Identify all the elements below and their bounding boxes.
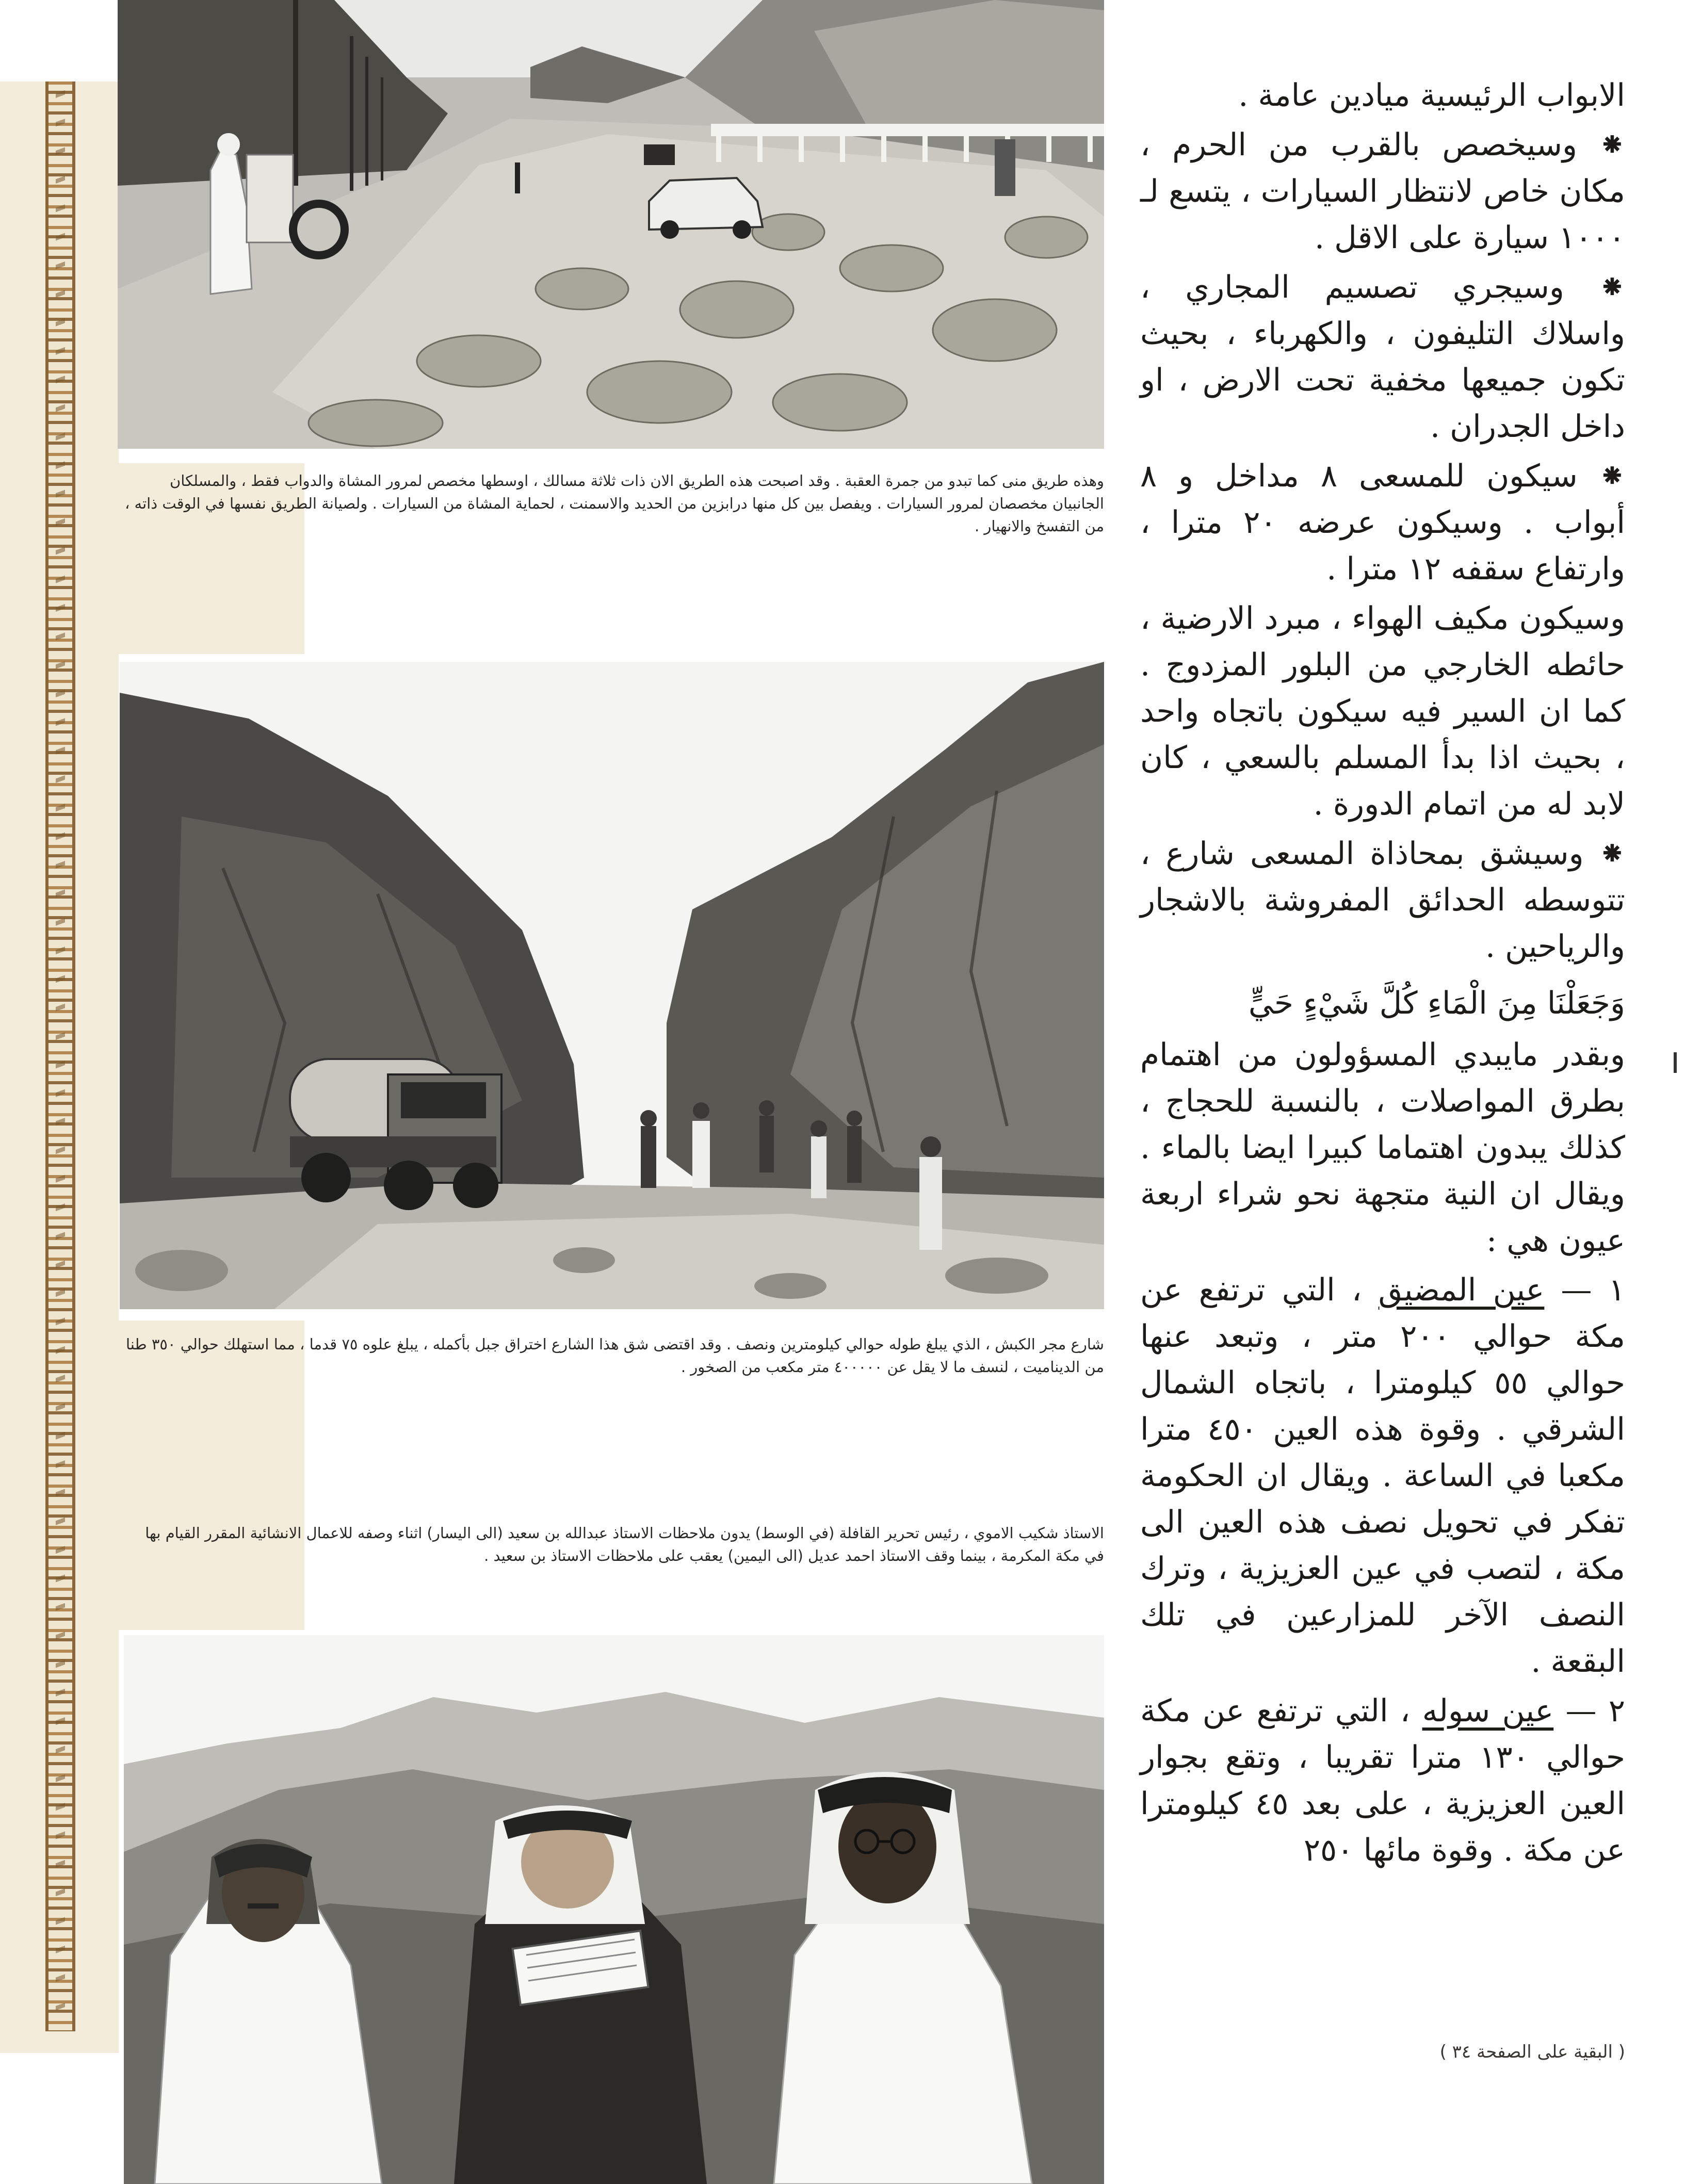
continued-note: ( البقية على الصفحة ٣٤ ): [1439, 2042, 1625, 2062]
paragraph-masaa-air: وسيكون مكيف الهواء ، مبرد الارضية ، حائطه الخارجي من البلور المزدوج . كما ان السير فيه سيكون باتجاه واحد ، بحيث اذا بدأ المسلم بالسعي ، كان لابد له من اتمام الدورة .: [1140, 600, 1625, 822]
photo-road-cut: [120, 662, 1104, 1309]
paragraph-masaa-entrances: ⁕ سيكون للمسعى ٨ مداخل و ٨ أبواب . وسيكون عرضه ٢٠ مترا ، وارتفاع سقفه ١٢ مترا .: [1140, 458, 1626, 587]
paragraph-spring-2: ٢ — عين سوله ، التي ترتفع عن مكة حوالي ١٣٠ مترا تقريبا ، وتقع بجوار العين العزيزية ، على بعد ٤٥ كيلومترا عن مكة . وقوة مائها ٢٥٠: [1140, 1693, 1626, 1868]
edge-mark: [1674, 1052, 1677, 1073]
caption-road-cut: شارع مجر الكبش ، الذي يبلغ طوله حوالي كيلومترين ونصف . وقد اقتضى شق هذا الشارع اختراق جبل بأكمله ، يبلغ علوه ٧٥ قدما ، مما استهلك حوالي ٣٥٠ طنا من الديناميت ، لنسف ما لا يقل عن ٤٠٠٠٠٠ متر مكعب من الصخور .: [125, 1335, 1104, 1376]
decorative-border: [45, 82, 75, 2031]
paragraph-spring-1: ١ — عين المضيق ، التي ترتفع عن مكة حوالي ٢٠٠ متر ، وتبعد عنها حوالي ٥٥ كيلومترا ، باتجاه الشمال الشرقي . وقوة هذه العين ٤٥٠ مترا مكعبا في الساعة . ويقال ان الحكومة تفكر في تحويل نصف هذه العين الى مكة ، لتصب في عين العزيزية ، وترك النصف الآخر للمزارعين في تلك البقعة .: [1140, 1272, 1626, 1680]
paragraph-street: ⁕ وسيشق بمحاذاة المسعى شارع ، تتوسطه الحدائق المفروشة بالاشجار والرياحين .: [1140, 836, 1625, 965]
photo-mountain-road: [118, 0, 1104, 449]
paragraph-utilities: ⁕ وسيجري تصسيم المجاري ، واسلاك التليفون ، والكهرباء ، بحيث تكون جميعها مخفية تحت الارض ، او داخل الجدران .: [1140, 269, 1625, 445]
asterism-icon: ⁕: [1599, 836, 1625, 872]
photo-three-men: [124, 1635, 1104, 2184]
asterism-icon: ⁕: [1599, 458, 1625, 494]
article-column: [1140, 72, 1625, 1877]
asterism-icon: ⁕: [1599, 269, 1625, 305]
paragraph-parking: ⁕ وسيخصص بالقرب من الحرم ، مكان خاص لانتظار السيارات ، يتسع لـ ١٠٠٠ سيارة على الاقل .: [1140, 127, 1625, 256]
section-heading-water: وَجَعَلْنَا مِنَ الْمَاءِ كُلَّ شَيْءٍ حَيٍّ: [1248, 985, 1625, 1021]
paragraph-main-gates: الابواب الرئيسية ميادين عامة .: [1238, 77, 1625, 113]
asterism-icon: ⁕: [1599, 127, 1625, 163]
caption-mountain-road: وهذه طريق منى كما تبدو من جمرة العقبة . وقد اصبحت هذه الطريق الان ذات ثلاثة مسالك ، اوسطها مخصص لمرور المشاة والدواب فقط ، والمسلكان الجانبيان مخصصان لمرور السيارات . ويفصل بين كل منها درابزين من الحديد والاسمنت ، لحماية المشاة من السيارات . ولصيانة الطريق نفسها في الوقت ذاته ، من التفسخ والانهيار .: [124, 472, 1104, 535]
paragraph-water-intro: وبقدر مايبدي المسؤولون من اهتمام بطرق المواصلات ، بالنسبة للحجاج ، كذلك يبدون اهتماما كبيرا ايضا بالماء . ويقال ان النية متجهة نحو شراء اربعة عيون هي :: [1140, 1037, 1625, 1259]
caption-men: الاستاذ شكيب الاموي ، رئيس تحرير القافلة (في الوسط) يدون ملاحظات الاستاذ عبدالله بن سعيد (الى اليسار) اثناء وصفه للاعمال الانشائية المقرر القيام بها في مكة المكرمة ، بينما وقف الاستاذ احمد عديل (الى اليمين) يعقب على ملاحظات الاستاذ بن سعيد .: [145, 1524, 1104, 1564]
